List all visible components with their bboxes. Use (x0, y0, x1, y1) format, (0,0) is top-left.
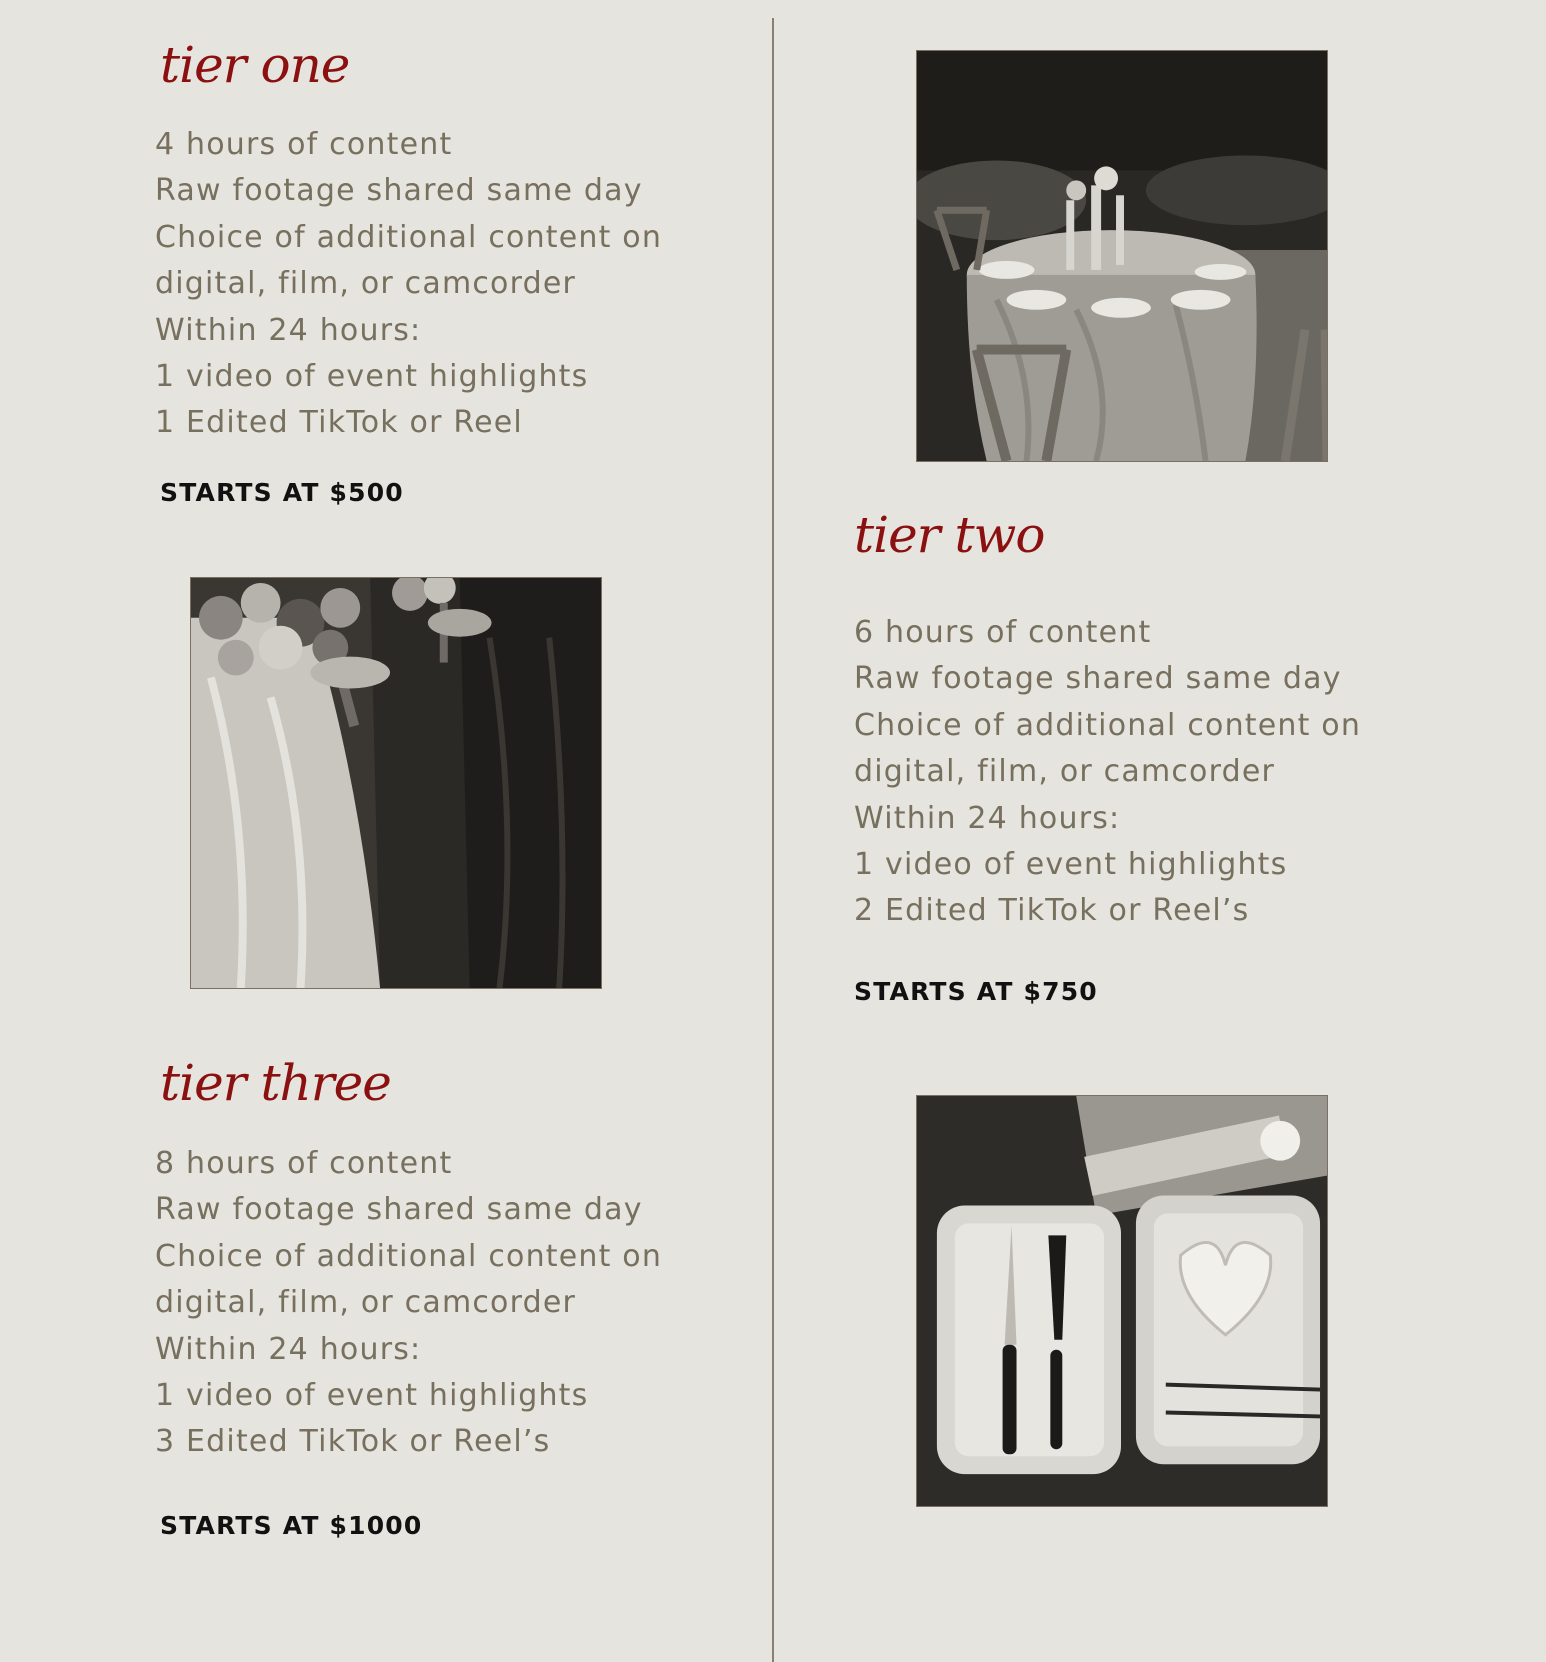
feature-item: 6 hours of content (854, 615, 1152, 650)
feature-item: digital, film, or camcorder (155, 266, 577, 302)
feature-item: 1 Edited TikTok or Reel (155, 405, 523, 441)
feature-item: Choice of additional content on (155, 1238, 663, 1274)
feature-item: Raw footage shared same day (854, 661, 1342, 697)
tier-three-title: tier three (160, 1054, 391, 1112)
feature-item: digital, film, or camcorder (854, 754, 1276, 790)
tier-one-title: tier one (160, 36, 350, 94)
column-divider (772, 18, 774, 1662)
feature-item: Within 24 hours: (854, 800, 1121, 836)
feature-item: Choice of additional content on (854, 707, 1362, 743)
feature-item: 4 hours of content (155, 127, 453, 162)
cake-serving-set-photo (916, 1095, 1328, 1507)
feature-item: 3 Edited TikTok or Reel’s (155, 1424, 551, 1460)
feature-item: 8 hours of content (155, 1146, 453, 1181)
feature-item: Within 24 hours: (155, 312, 422, 348)
table-setting-photo (916, 50, 1328, 462)
tier-two-title: tier two (854, 506, 1045, 564)
tier-two-price: STARTS AT $750 (854, 977, 1098, 1006)
tier-one-features (155, 122, 662, 447)
feature-item: Raw footage shared same day (155, 173, 643, 209)
feature-item: 1 video of event highlights (155, 1378, 589, 1414)
feature-item: Choice of additional content on (155, 219, 663, 255)
bridal-party-photo (190, 577, 602, 989)
feature-item: Within 24 hours: (155, 1331, 422, 1367)
feature-item: 1 video of event highlights (155, 359, 589, 395)
feature-item: digital, film, or camcorder (155, 1285, 577, 1321)
feature-item: 1 video of event highlights (854, 847, 1288, 883)
tier-three-features (155, 1141, 662, 1466)
tier-two-features (854, 610, 1361, 935)
tier-three-price: STARTS AT $1000 (160, 1511, 423, 1540)
feature-item: Raw footage shared same day (155, 1192, 643, 1228)
feature-item: 2 Edited TikTok or Reel’s (854, 893, 1250, 929)
tier-one-price: STARTS AT $500 (160, 478, 404, 507)
